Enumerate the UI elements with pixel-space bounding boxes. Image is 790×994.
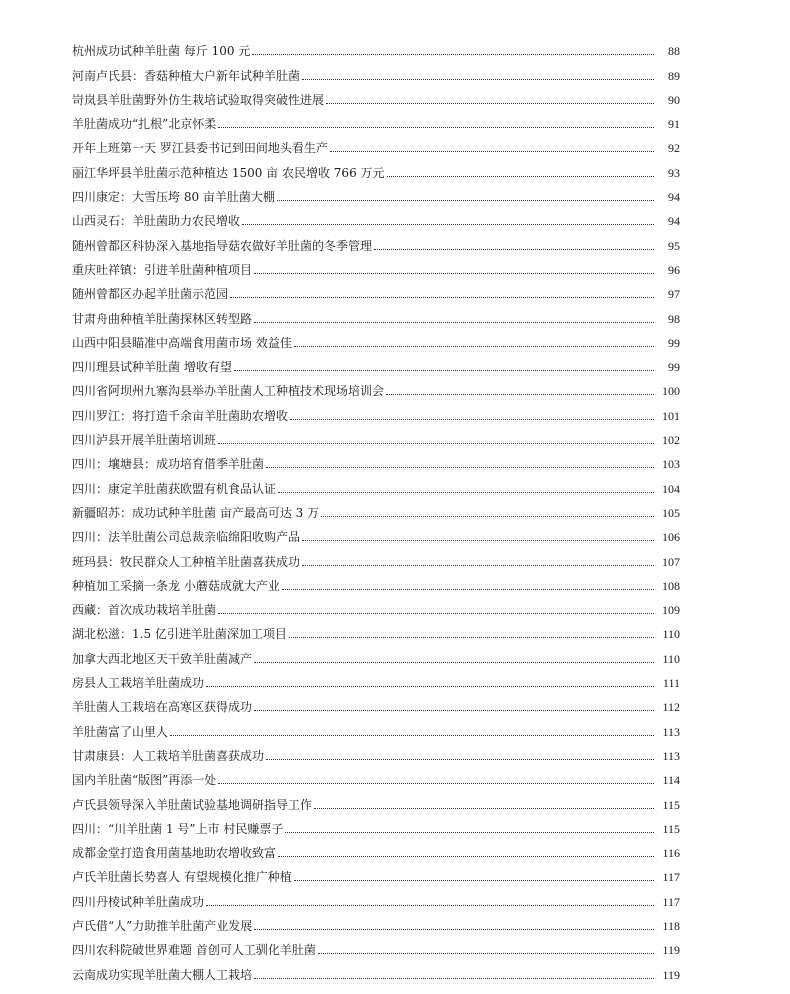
toc-entry-title: 房县人工栽培羊肚菌成功 <box>72 676 205 691</box>
toc-entry-page-number: 98 <box>668 311 680 326</box>
toc-entry-title: 山西灵石：羊肚菌助力农民增收 <box>72 214 241 229</box>
toc-entry[interactable] <box>72 34 680 58</box>
dot-leader <box>277 200 654 201</box>
toc-entry-page-number: 115 <box>662 821 680 836</box>
dot-leader <box>234 370 654 371</box>
toc-entry-title: 岢岚县羊肚菌野外仿生栽培试验取得突破性进展 <box>72 92 325 107</box>
toc-entry-page-number: 100 <box>662 384 680 399</box>
dot-leader <box>302 565 654 566</box>
toc-entry-title: 种植加工采摘一条龙 小蘑菇成就大产业 <box>72 578 280 593</box>
toc-entry-page-number: 107 <box>662 554 680 569</box>
toc-entry-title: 新疆昭苏：成功试种羊肚菌 亩产最高可达 3 万 <box>72 505 320 520</box>
dot-leader <box>294 346 654 347</box>
dot-leader <box>302 79 654 80</box>
toc-entry[interactable] <box>72 107 680 131</box>
toc-entry[interactable] <box>72 544 680 568</box>
toc-entry[interactable] <box>72 58 680 82</box>
dot-leader <box>254 710 654 711</box>
toc-entry-title: 羊肚菌富了山里人 <box>72 724 169 739</box>
toc-entry-page-number: 99 <box>668 360 680 375</box>
toc-entry-page-number: 117 <box>662 894 680 909</box>
toc-entry[interactable] <box>72 860 680 884</box>
dot-leader <box>302 540 654 541</box>
toc-entry[interactable] <box>72 131 680 155</box>
toc-entry-title: 四川：法羊肚菌公司总裁亲临绵阳收购产品 <box>72 530 301 545</box>
dot-leader <box>386 394 654 395</box>
toc-entry-page-number: 118 <box>662 918 680 933</box>
dot-leader <box>218 443 654 444</box>
toc-entry-page-number: 97 <box>668 287 680 302</box>
dot-leader <box>218 127 654 128</box>
toc-entry[interactable] <box>72 957 680 981</box>
toc-entry-title: 班玛县：牧民群众人工种植羊肚菌喜获成功 <box>72 554 301 569</box>
toc-entry[interactable] <box>72 423 680 447</box>
toc-entry-page-number: 109 <box>662 603 680 618</box>
toc-entry-page-number: 102 <box>662 433 680 448</box>
toc-entry-page-number: 99 <box>668 335 680 350</box>
toc-entry-title: 加拿大西北地区天干致羊肚菌减产 <box>72 651 253 666</box>
dot-leader <box>170 735 654 736</box>
toc-entry-page-number: 110 <box>662 627 680 642</box>
toc-entry[interactable] <box>72 350 680 374</box>
toc-entry-title: 甘肃康县：人工栽培羊肚菌喜获成功 <box>72 748 265 763</box>
toc-entry[interactable] <box>72 690 680 714</box>
toc-entry-page-number: 90 <box>668 92 680 107</box>
dot-leader <box>242 224 654 225</box>
toc-entry-page-number: 119 <box>662 943 680 958</box>
dot-leader <box>254 929 654 930</box>
dot-leader <box>218 613 654 614</box>
toc-entry-title: 卢氏借“人”力助推羊肚菌产业发展 <box>72 918 253 933</box>
toc-entry-title: 四川泸县开展羊肚菌培训班 <box>72 433 217 448</box>
toc-entry-page-number: 114 <box>662 773 680 788</box>
toc-entry[interactable] <box>72 593 680 617</box>
toc-entry-page-number: 94 <box>668 190 680 205</box>
toc-entry-title: 甘肃舟曲种植羊肚菌探林区转型路 <box>72 311 253 326</box>
toc-entry-page-number: 101 <box>662 408 680 423</box>
dot-leader <box>290 419 654 420</box>
toc-entry-title: 四川：“川羊肚菌 1 号”上市 村民赚票子 <box>72 821 284 836</box>
dot-leader <box>278 492 654 493</box>
toc-entry-title: 四川理县试种羊肚菌 增收有望 <box>72 360 232 375</box>
toc-entry[interactable] <box>72 496 680 520</box>
toc-entry-title: 湖北松滋：1.5 亿引进羊肚菌深加工项目 <box>72 627 287 642</box>
toc-entry-title: 四川：壤塘县：成功培育借季羊肚菌 <box>72 457 265 472</box>
toc-entry-page-number: 88 <box>668 44 680 59</box>
toc-entry-title: 开年上班第一天 罗江县委书记到田间地头看生产 <box>72 141 328 156</box>
toc-entry-title: 四川农科院破世界难题 首创可人工驯化羊肚菌 <box>72 943 316 958</box>
toc-entry-page-number: 116 <box>662 846 680 861</box>
toc-entry[interactable] <box>72 204 680 228</box>
toc-entry[interactable] <box>72 836 680 860</box>
toc-entry-title: 四川丹棱试种羊肚菌成功 <box>72 894 205 909</box>
toc-entry-title: 随州曾都区科协深入基地指导菇农做好羊肚菌的冬季管理 <box>72 238 373 253</box>
toc-entry[interactable] <box>72 763 680 787</box>
toc-entry-page-number: 91 <box>668 117 680 132</box>
dot-leader <box>387 176 654 177</box>
toc-entry[interactable] <box>72 520 680 544</box>
toc-entry-page-number: 106 <box>662 530 680 545</box>
toc-entry-title: 四川康定：大雪压垮 80 亩羊肚菌大棚 <box>72 190 275 205</box>
toc-entry[interactable] <box>72 447 680 471</box>
toc-entry[interactable] <box>72 301 680 325</box>
toc-entry[interactable] <box>72 471 680 495</box>
toc-entry-title: 四川罗江：将打造千余亩羊肚菌助农增收 <box>72 408 289 423</box>
toc-entry-title: 河南卢氏县：香菇种植大户新年试种羊肚菌 <box>72 68 301 83</box>
toc-entry-page-number: 95 <box>668 238 680 253</box>
toc-entry[interactable] <box>72 155 680 179</box>
toc-entry-title: 羊肚菌人工栽培在高寒区获得成功 <box>72 700 253 715</box>
toc-entry[interactable] <box>72 714 680 738</box>
dot-leader <box>321 516 654 517</box>
toc-entry[interactable] <box>72 569 680 593</box>
toc-entry[interactable] <box>72 739 680 763</box>
toc-entry-page-number: 94 <box>668 214 680 229</box>
toc-entry-page-number: 113 <box>662 748 680 763</box>
toc-entry-page-number: 89 <box>668 68 680 83</box>
toc-entry-page-number: 110 <box>662 651 680 666</box>
toc-entry[interactable] <box>72 787 680 811</box>
toc-entry-page-number: 112 <box>662 700 680 715</box>
toc-entry-title: 重庆吐祥镇：引进羊肚菌种植项目 <box>72 262 253 277</box>
toc-entry-title: 卢氏县领导深入羊肚菌试验基地调研指导工作 <box>72 797 313 812</box>
toc-entry-page-number: 93 <box>668 165 680 180</box>
dot-leader <box>374 249 654 250</box>
dot-leader <box>330 151 654 152</box>
dot-leader <box>254 322 654 323</box>
toc-entry[interactable] <box>72 277 680 301</box>
dot-leader <box>254 273 654 274</box>
dot-leader <box>282 589 654 590</box>
dot-leader <box>254 978 654 979</box>
toc-entry-title: 丽江华坪县羊肚菌示范种植达 1500 亩 农民增收 766 万元 <box>72 165 385 180</box>
dot-leader <box>206 905 654 906</box>
toc-entry[interactable] <box>72 909 680 933</box>
toc-entry-page-number: 92 <box>668 141 680 156</box>
toc-entry-title: 国内羊肚菌“版图”再添一处 <box>72 773 217 788</box>
toc-entry-title: 随州曾都区办起羊肚菌示范园 <box>72 287 229 302</box>
toc-entry[interactable] <box>72 617 680 641</box>
toc-entry-page-number: 119 <box>662 967 680 982</box>
toc-entry[interactable] <box>72 180 680 204</box>
toc-entry-page-number: 117 <box>662 870 680 885</box>
dot-leader <box>289 637 654 638</box>
dot-leader <box>266 467 654 468</box>
toc-entry[interactable] <box>72 933 680 957</box>
toc-entry[interactable] <box>72 228 680 252</box>
toc-entry-title: 卢氏羊肚菌长势喜人 有望规模化推广种植 <box>72 870 292 885</box>
dot-leader <box>230 297 654 298</box>
toc-entry-page-number: 115 <box>662 797 680 812</box>
dot-leader <box>254 662 654 663</box>
toc-entry-page-number: 105 <box>662 505 680 520</box>
toc-entry[interactable] <box>72 666 680 690</box>
dot-leader <box>326 103 654 104</box>
dot-leader <box>206 686 654 687</box>
dot-leader <box>294 880 654 881</box>
toc-entry[interactable] <box>72 812 680 836</box>
toc-entry-title: 杭州成功试种羊肚菌 每斤 100 元 <box>72 44 251 59</box>
toc-entry-title: 云南成功实现羊肚菌大棚人工栽培 <box>72 967 253 982</box>
dot-leader <box>278 856 654 857</box>
toc-entry-title: 四川：康定羊肚菌获欧盟有机食品认证 <box>72 481 277 496</box>
dot-leader <box>218 783 654 784</box>
toc-entry[interactable] <box>72 374 680 398</box>
toc-entry-page-number: 96 <box>668 262 680 277</box>
dot-leader <box>314 808 654 809</box>
toc-entry-title: 羊肚菌成功“扎根”北京怀柔 <box>72 117 217 132</box>
toc-entry-title: 西藏：首次成功栽培羊肚菌 <box>72 603 217 618</box>
table-of-contents <box>72 34 680 982</box>
toc-entry-title: 山西中阳县瞄准中高端食用菌市场 效益佳 <box>72 335 292 350</box>
toc-entry[interactable] <box>72 641 680 665</box>
dot-leader <box>318 953 654 954</box>
toc-entry-title: 四川省阿坝州九寨沟县举办羊肚菌人工种植技术现场培训会 <box>72 384 385 399</box>
toc-entry[interactable] <box>72 253 680 277</box>
toc-entry[interactable] <box>72 884 680 908</box>
toc-entry-page-number: 103 <box>662 457 680 472</box>
dot-leader <box>285 832 654 833</box>
dot-leader <box>266 759 654 760</box>
toc-entry-page-number: 113 <box>662 724 680 739</box>
toc-entry-page-number: 108 <box>662 578 680 593</box>
toc-entry-page-number: 104 <box>662 481 680 496</box>
toc-entry[interactable] <box>72 83 680 107</box>
toc-entry[interactable] <box>72 398 680 422</box>
toc-entry-page-number: 111 <box>662 676 680 691</box>
dot-leader <box>252 54 654 55</box>
toc-entry[interactable] <box>72 326 680 350</box>
toc-entry-title: 成都金堂打造食用菌基地助农增收致富 <box>72 846 277 861</box>
